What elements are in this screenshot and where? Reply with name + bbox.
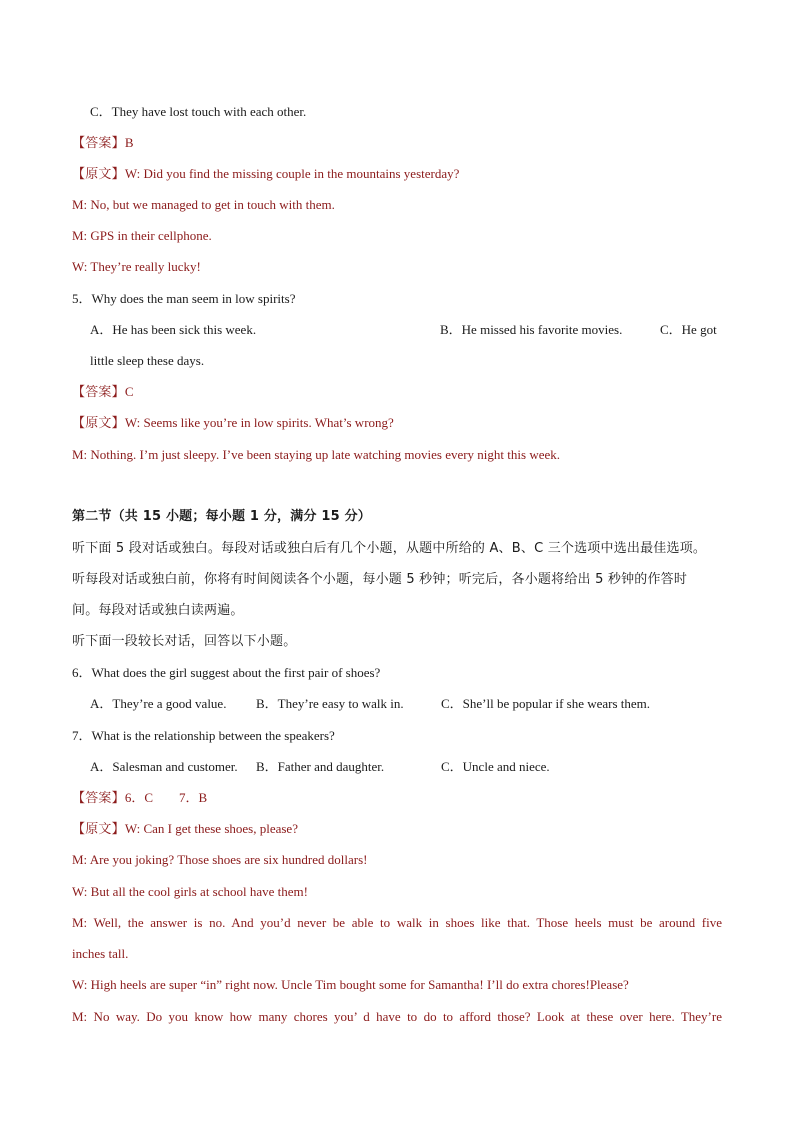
transcript-label: 【原文】 xyxy=(72,167,125,182)
q6-7-transcript-line-2: M: Are you joking? Those shoes are six hundred dollars! xyxy=(72,852,368,867)
q7-option-b: B．Father and daughter. xyxy=(256,759,385,774)
q5-option-a: A．He has been sick this week. xyxy=(90,322,257,337)
transcript-label: 【原文】 xyxy=(72,416,125,431)
answer-label: 【答案】 xyxy=(72,136,125,151)
q4-answer xyxy=(72,134,133,153)
q4-transcript-line-4: W: They’re really lucky! xyxy=(72,259,201,274)
answer-value: 6．C 7．B xyxy=(124,790,208,805)
q4-option-c: C．They have lost touch with each other. xyxy=(90,104,307,119)
answer-label: 【答案】 xyxy=(72,385,125,400)
q5-option-c: C．He got xyxy=(660,322,717,337)
transcript-text: W: Can I get these shoes, please? xyxy=(124,821,298,836)
q6-option-c: C．She’ll be popular if she wears them. xyxy=(441,696,651,711)
q6-option-b: B．They’re easy to walk in. xyxy=(256,696,404,711)
q5-question: 5．Why does the man seem in low spirits? xyxy=(72,291,296,306)
q4-transcript-line-2: M: No, but we managed to get in touch with them. xyxy=(72,197,335,212)
q7-option-c: C．Uncle and niece. xyxy=(441,759,550,774)
q5-answer xyxy=(72,383,133,402)
transcript-label: 【原文】 xyxy=(72,822,125,837)
q4-transcript-line-1 xyxy=(72,165,459,184)
answer-value: C xyxy=(124,384,134,399)
q6-7-transcript-line-7: M: No way. Do you know how many chores you’ d have to do to afford those? Look at these over here. They’re xyxy=(72,1009,722,1024)
q6-7-transcript-line-3: W: But all the cool girls at school have them! xyxy=(72,884,308,899)
sub-instruction: 听下面一段较长对话，回答以下小题。 xyxy=(72,634,297,649)
q5-transcript-line-1 xyxy=(72,414,394,433)
section-instruction-line-2: 听每段对话或独白前，你将有时间阅读各个小题，每小题 5 秒钟；听完后，各小题将给出 5 秒钟的作答时 xyxy=(72,572,688,587)
section-instruction-line-3: 间。每段对话或独白读两遍。 xyxy=(72,603,244,618)
section-instruction-line-1: 听下面 5 段对话或独白。每段对话或独白后有几个小题，从题中所给的 A、B、C 三个选项中选出最佳选项。 xyxy=(72,541,707,556)
q5-option-b: B．He missed his favorite movies. xyxy=(440,322,623,337)
q7-question: 7．What is the relationship between the speakers? xyxy=(72,728,335,743)
q6-option-a: A．They’re a good value. xyxy=(90,696,227,711)
q4-transcript-line-3: M: GPS in their cellphone. xyxy=(72,228,212,243)
q5-option-c-continued: little sleep these days. xyxy=(90,353,205,368)
transcript-text: W: Did you find the missing couple in the mountains yesterday? xyxy=(124,166,460,181)
q5-transcript-line-2: M: Nothing. I’m just sleepy. I’ve been staying up late watching movies every night this week. xyxy=(72,447,560,462)
q6-7-answer xyxy=(72,789,207,808)
q7-option-a: A．Salesman and customer. xyxy=(90,759,238,774)
answer-value: B xyxy=(124,135,134,150)
transcript-text: W: Seems like you’re in low spirits. What’s wrong? xyxy=(124,415,394,430)
q6-7-transcript-line-6: W: High heels are super “in” right now. Uncle Tim bought some for Samantha! I’ll do extra chores!Please? xyxy=(72,977,629,992)
q6-7-transcript-line-1 xyxy=(72,820,298,839)
q6-question: 6．What does the girl suggest about the first pair of shoes? xyxy=(72,665,381,680)
q6-7-transcript-line-5: inches tall. xyxy=(72,946,129,961)
answer-label: 【答案】 xyxy=(72,791,125,806)
section-title: 第二节（共 15 小题；每小题 1 分，满分 15 分） xyxy=(72,509,371,524)
q6-7-transcript-line-4: M: Well, the answer is no. And you’d never be able to walk in shoes like that. Those heels must be around five xyxy=(72,915,722,930)
